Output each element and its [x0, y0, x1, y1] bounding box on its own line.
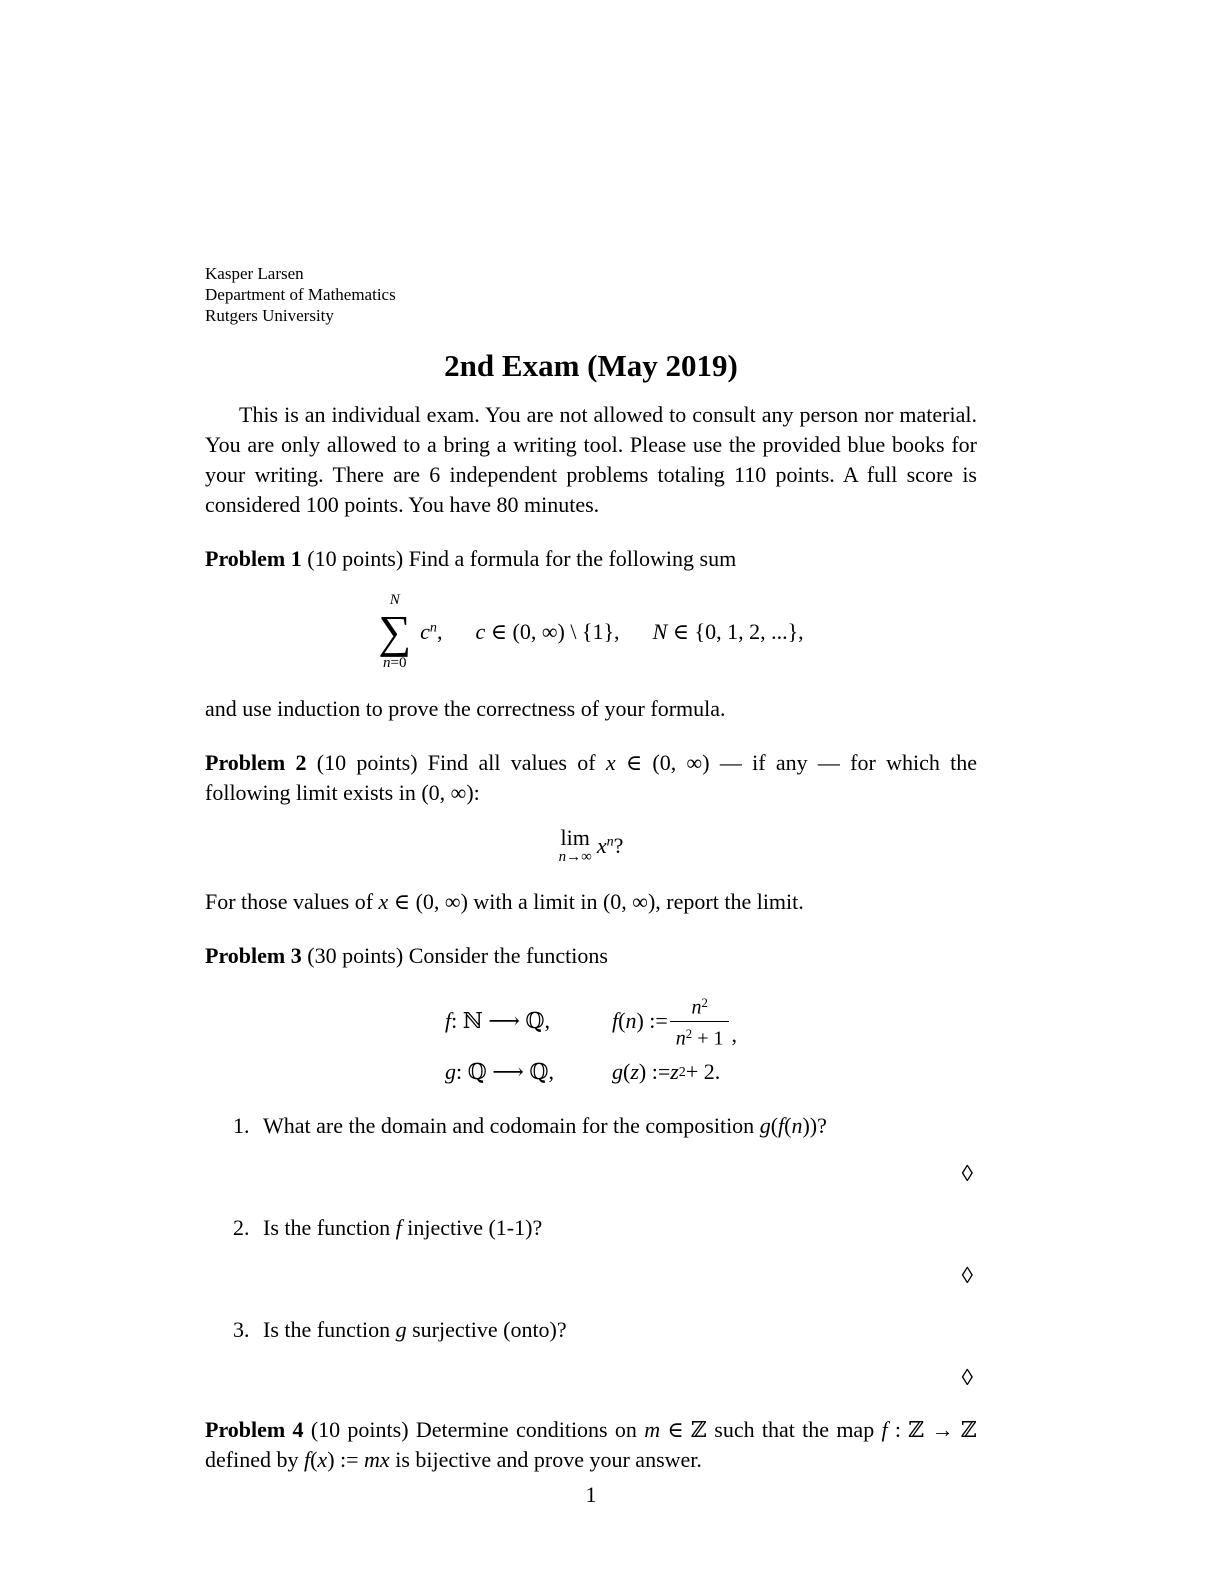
- question-1-end-marker: [205, 1161, 977, 1187]
- limit-subscript: n→∞: [558, 849, 592, 865]
- limit-expression: $x^n$?: [596, 832, 624, 858]
- problem-3-function-definitions: [205, 991, 977, 1085]
- f-signature: f : ℕ ⟶ ℚ,: [445, 1008, 551, 1034]
- question-3-end-marker: [205, 1365, 977, 1391]
- question-1: [205, 1111, 977, 1141]
- summation-upper-limit: N: [389, 592, 400, 608]
- fraction-numerator: $n^2$: [691, 996, 708, 1019]
- f-definition-suffix: ,: [731, 1022, 737, 1048]
- exam-page: [205, 263, 977, 1475]
- fraction-denominator: $n^2 + 1$: [670, 1021, 730, 1052]
- summation-symbol: ∑: [378, 606, 412, 657]
- author-department: Department of Mathematics: [205, 285, 396, 304]
- fraction: [670, 991, 730, 1051]
- limit-operator: [559, 826, 592, 865]
- summation-lower-limit: n=0: [382, 655, 407, 671]
- question-1-number: 1.: [233, 1113, 250, 1139]
- question-2-text: Is the function f injective (1-1)?: [263, 1215, 543, 1241]
- question-2-end-marker: [205, 1263, 977, 1289]
- page-title: 2nd Exam (May 2019): [444, 348, 738, 383]
- question-3-number: 3.: [233, 1317, 250, 1343]
- question-3-text: Is the function g surjective (onto)?: [263, 1317, 567, 1343]
- question-2-number: 2.: [233, 1215, 250, 1241]
- author-university: Rutgers University: [205, 306, 334, 325]
- f-definition-prefix: f(n) :=: [611, 1008, 668, 1034]
- problem-2-limit-display: [205, 826, 977, 865]
- author-name: Kasper Larsen: [205, 264, 304, 283]
- page-number: 1: [585, 1482, 597, 1507]
- question-1-text: What are the domain and codomain for the composition g(f(n))?: [263, 1113, 827, 1139]
- summation-expression: $c^n$, c ∈ (0, ∞) \ {1}, N ∈ {0, 1, 2, ...},: [420, 619, 804, 645]
- diamond-icon: ◊: [961, 1263, 973, 1289]
- f-definition: [612, 991, 737, 1051]
- limit-label: lim: [560, 825, 590, 850]
- g-signature: g : ℚ ⟶ ℚ,: [445, 1059, 554, 1085]
- question-3: [205, 1315, 977, 1345]
- author-block: [205, 263, 977, 326]
- diamond-icon: ◊: [961, 1365, 973, 1391]
- question-2: [205, 1213, 977, 1243]
- summation-operator: [378, 592, 411, 672]
- problem-2-continuation: For those values of x ∈ (0, ∞) with a limit in (0, ∞), report the limit.: [205, 889, 804, 914]
- problem-3-heading: Problem 3 (30 points) Consider the functions: [205, 943, 608, 968]
- problem-4-heading: Problem 4 (10 points) Determine conditions on m ∈ ℤ such that the map f : ℤ → ℤ defined by f(x) := mx is bijective and prove your answer.: [205, 1417, 977, 1473]
- g-definition: g ( z ) := z 2 + 2.: [611, 1059, 721, 1085]
- problem-1-sum-display: [205, 592, 977, 672]
- intro-paragraph: This is an individual exam. You are not allowed to consult any person nor material. You are only allowed to a bring a writing tool. Please use the provided blue books for your writing. There are 6 independent problems totaling 110 points. A full score is considered 100 points. You have 80 minutes.: [205, 402, 977, 517]
- problem-1-continuation: and use induction to prove the correctness of your formula.: [205, 696, 726, 721]
- diamond-icon: ◊: [961, 1161, 973, 1187]
- problem-1-heading: Problem 1 (10 points) Find a formula for the following sum: [205, 546, 737, 571]
- problem-2-heading: Problem 2 (10 points) Find all values of x ∈ (0, ∞) — if any — for which the following limit exists in (0, ∞):: [205, 750, 978, 805]
